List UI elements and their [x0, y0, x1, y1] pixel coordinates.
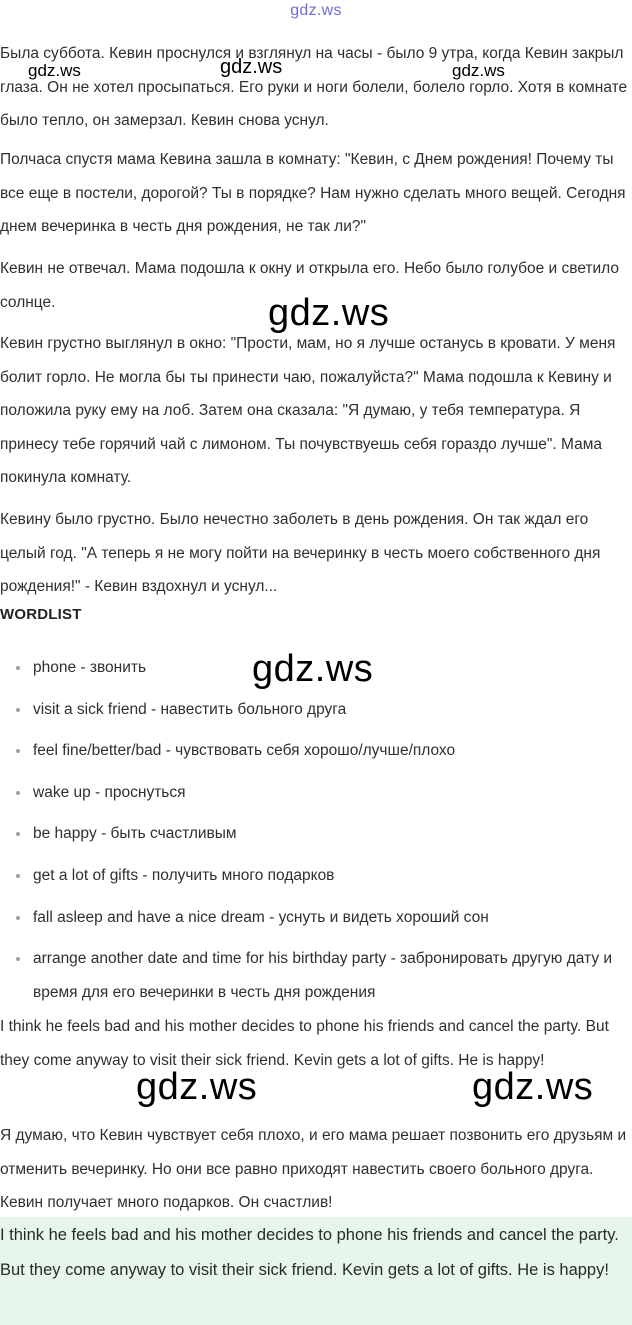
wordlist-item	[0, 817, 632, 851]
wordlist-item	[0, 776, 632, 810]
wordlist-item	[0, 693, 632, 727]
wordlist	[0, 651, 632, 1018]
watermark: gdz.ws	[268, 292, 390, 334]
wordlist-item	[0, 901, 632, 935]
wordlist-item-text: be happy - быть счастливым	[33, 825, 237, 843]
story-paragraph-5: Кевину было грустно. Было нечестно заболеть в день рождения. Он так ждал его целый год. "А теперь я не могу пойти на вечеринку в честь моего собственного дня рождения!" - Кевин вздохнул и уснул...	[0, 511, 601, 595]
wordlist-item-text: phone - звонить	[33, 659, 147, 676]
watermark: gdz.ws	[472, 1066, 594, 1108]
story-paragraph-1: Была суббота. Кевин проснулся и взглянул на часы - было 9 утра, когда Кевин закрыл глаза. Он не хотел просыпаться. Его руки и ноги болели, болело горло. Хотя в комнате было тепло, он замерзал. Кевин снова уснул.	[0, 45, 628, 129]
wordlist-item-text: visit a sick friend - навестить больного друга	[33, 700, 347, 718]
watermark: gdz.ws	[28, 61, 81, 80]
story-paragraph-4: Кевин грустно выглянул в окно: "Прости, мам, но я лучше останусь в кровати. У меня болит горло. Не могла бы ты принести чаю, пожалуйста?" Мама подошла к Кевину и положила руку ему на лоб. Затем она сказала: "Я думаю, у тебя температура. Я принесу тебе горячий чай с лимоном. Ты почувствуешь себя гораздо лучше". Мама покинула комнату.	[0, 335, 616, 486]
watermark: gdz.ws	[220, 56, 283, 78]
highlighted-answer-text: I think he feels bad and his mother decides to phone his friends and cancel the party. But they come anyway to visit their sick friend. Kevin gets a lot of gifts. He is happy!	[0, 1226, 619, 1279]
bullet-icon	[16, 749, 20, 753]
bullet-icon	[16, 957, 20, 961]
answer-russian: Я думаю, что Кевин чувствует себя плохо, и его мама решает позвонить его друзьям и отменить вечеринку. Но они все равно приходят навестить своего больного друга. Кевин получает много подарков. Он счастлив!	[0, 1127, 627, 1211]
site-brand-link[interactable]: gdz.ws	[290, 2, 342, 19]
bullet-icon	[16, 666, 20, 670]
wordlist-item	[0, 942, 632, 1010]
bullet-icon	[16, 708, 20, 712]
bullet-icon	[16, 874, 20, 878]
story-paragraph-2: Полчаса спустя мама Кевина зашла в комнату: "Кевин, с Днем рождения! Почему ты все еще в постели, дорогой? Ты в порядке? Нам нужно сделать много вещей. Сегодня днем вечеринка в честь дня рождения, не так ли?"	[0, 151, 626, 235]
watermark: gdz.ws	[136, 1066, 258, 1108]
wordlist-item	[0, 734, 632, 768]
wordlist-item-text: fall asleep and have a nice dream - уснуть и видеть хороший сон	[33, 908, 489, 926]
bullet-icon	[16, 916, 20, 920]
wordlist-item-text: arrange another date and time for his birthday party - забронировать другую дату и время для его вечеринки в честь дня рождения	[33, 950, 613, 1002]
answer-english: I think he feels bad and his mother decides to phone his friends and cancel the party. But they come anyway to visit their sick friend. Kevin gets a lot of gifts. He is happy!	[0, 1018, 609, 1069]
highlighted-answer-box	[0, 1217, 632, 1325]
wordlist-item-text: feel fine/better/bad - чувствовать себя хорошо/лучше/плохо	[33, 742, 456, 760]
wordlist-item-text: wake up - проснуться	[33, 783, 186, 801]
wordlist-item-text: get a lot of gifts - получить много подарков	[33, 866, 335, 884]
watermark: gdz.ws	[452, 61, 505, 80]
bullet-icon	[16, 791, 20, 795]
story-paragraph-3: Кевин не отвечал. Мама подошла к окну и открыла его. Небо было голубое и светило солнце.	[0, 260, 620, 311]
wordlist-item	[0, 859, 632, 893]
watermark: gdz.ws	[252, 648, 374, 690]
wordlist-heading: WORDLIST	[0, 606, 82, 623]
bullet-icon	[16, 832, 20, 836]
